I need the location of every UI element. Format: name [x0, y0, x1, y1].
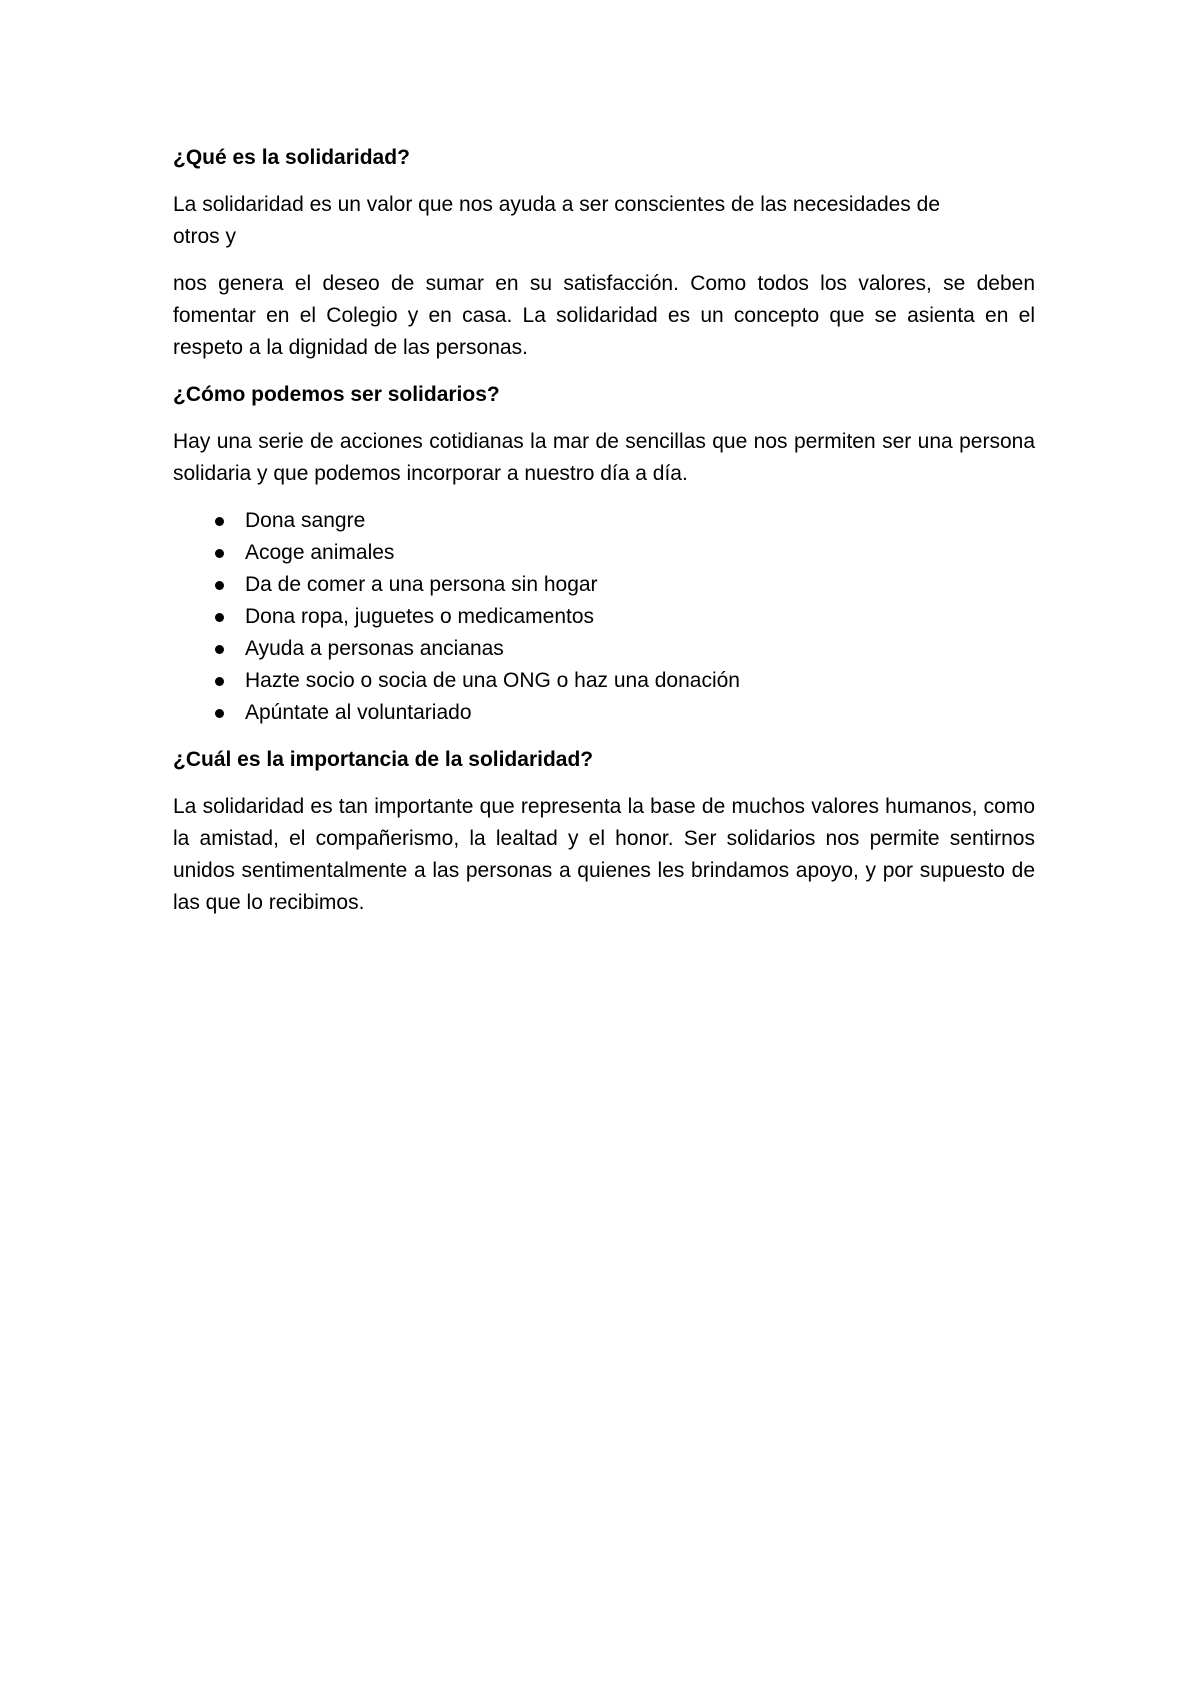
paragraph-definition: nos genera el deseo de sumar en su satisfacción. Como todos los valores, se deben fomentar en el Colegio y en casa. La solidaridad es un concepto que se asienta en el respeto a la dignidad de las personas. — [173, 272, 1035, 359]
document-page — [173, 142, 1035, 934]
list-item — [173, 537, 1035, 569]
section-heading-que-es: ¿Qué es la solidaridad? — [173, 146, 410, 169]
section-heading-como-ser: ¿Cómo podemos ser solidarios? — [173, 383, 500, 406]
bullet-icon — [215, 709, 224, 718]
list-item-label: Acoge animales — [245, 541, 395, 564]
list-item-label: Da de comer a una persona sin hogar — [245, 573, 598, 596]
list-item-label: Hazte socio o socia de una ONG o haz una donación — [245, 669, 740, 692]
list-item — [173, 665, 1035, 697]
list-item — [173, 569, 1035, 601]
list-item — [173, 601, 1035, 633]
list-item — [173, 697, 1035, 729]
list-item — [173, 505, 1035, 537]
list-item-label: Dona ropa, juguetes o medicamentos — [245, 605, 595, 628]
paragraph-actions-intro: Hay una serie de acciones cotidianas la mar de sencillas que nos permiten ser una persona solidaria y que podemos incorporar a nuestro día a día. — [173, 430, 1035, 485]
bullet-icon — [215, 677, 224, 686]
paragraph-definition-line: La solidaridad es un valor que nos ayuda a ser conscientes de las necesidades de otros y — [173, 193, 941, 248]
bullet-icon — [215, 581, 224, 590]
list-item — [173, 633, 1035, 665]
list-item-label: Dona sangre — [245, 509, 366, 532]
bullet-icon — [215, 645, 224, 654]
list-item-label: Apúntate al voluntariado — [245, 701, 472, 724]
list-item-label: Ayuda a personas ancianas — [245, 637, 504, 660]
bullet-icon — [215, 549, 224, 558]
bullet-icon — [215, 517, 224, 526]
bullet-icon — [215, 613, 224, 622]
paragraph-importance: La solidaridad es tan importante que representa la base de muchos valores humanos, como la amistad, el compañerismo, la lealtad y el honor. Ser solidarios nos permite sentirnos unidos sentimentalmente a las personas a quienes les brindamos apoyo, y por supuesto de las que lo recibimos. — [173, 795, 1035, 914]
section-heading-importancia: ¿Cuál es la importancia de la solidaridad? — [173, 748, 594, 771]
actions-list — [173, 505, 1035, 729]
